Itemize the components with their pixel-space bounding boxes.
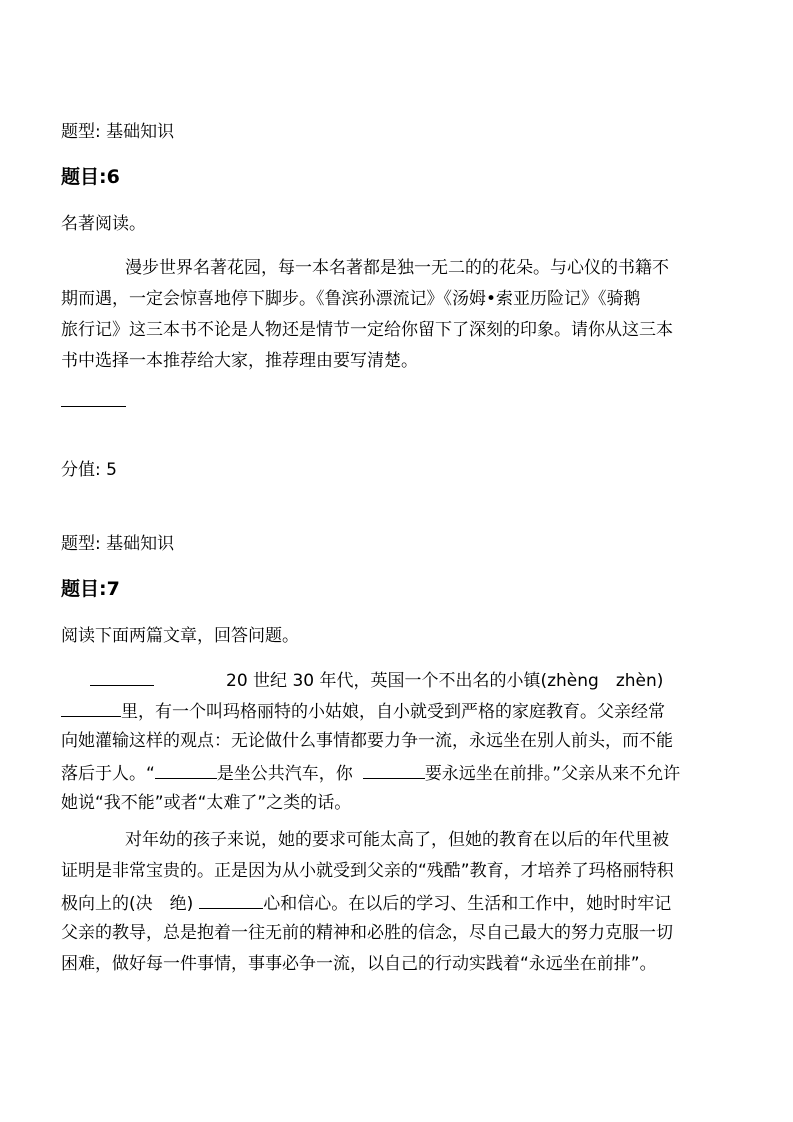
paragraph-line (61, 890, 671, 916)
paragraph-line: 她说“我不能”或者“太难了”之类的话。 (61, 793, 352, 813)
paragraph-text: 20 世纪 30 年代，英国一个不出名的小镇(zhèng zhèn) (226, 671, 664, 691)
fill-blank[interactable] (90, 667, 154, 686)
fill-blank[interactable] (61, 698, 121, 717)
paragraph-line: 向她灌输这样的观点：无论做什么事情都要力争一流，永远坐在别人前头，而不能 (61, 731, 673, 751)
paragraph-line: 证明是非常宝贵的。正是因为从小就受到父亲的“残酷”教育，才培养了玛格丽特积 (61, 861, 674, 881)
question-intro: 阅读下面两篇文章，回答问题。 (61, 626, 299, 646)
answer-line (61, 406, 126, 407)
paragraph-text: 极向上的(决 绝) (61, 894, 194, 914)
question-title: 题目:7 (61, 578, 120, 600)
paragraph-text: 落后于人。“ (61, 764, 155, 784)
question-type-label: 题型: 基础知识 (61, 534, 175, 554)
score-label: 分值: 5 (61, 460, 117, 480)
paragraph-line: 漫步世界名著花园，每一本名著都是独一无二的的花朵。与心仪的书籍不 (125, 258, 669, 278)
paragraph-text: 是坐公共汽车，你 (216, 764, 353, 784)
paragraph-text: 心和信心。在以后的学习、生活和工作中，她时时牢记 (263, 894, 672, 914)
fill-blank[interactable] (199, 890, 263, 909)
question-type-label: 题型: 基础知识 (61, 122, 175, 142)
paragraph-line (90, 667, 663, 693)
question-intro: 名著阅读。 (61, 214, 146, 234)
paragraph-text: 要永远坐在前排。”父亲从来不允许 (424, 764, 681, 784)
paragraph-line: 困难，做好每一件事情，事事必争一流，以自己的行动实践着“永远坐在前排”。 (61, 954, 657, 974)
paragraph-line (61, 760, 680, 786)
fill-blank[interactable] (155, 760, 217, 779)
paragraph-line: 旅行记》这三本书不论是人物还是情节一定给你留下了深刻的印象。请你从这三本 (61, 320, 673, 340)
paragraph-line: 对年幼的孩子来说，她的要求可能太高了，但她的教育在以后的年代里被 (125, 830, 669, 850)
paragraph-line: 父亲的教导，总是抱着一往无前的精神和必胜的信念，尽自己最大的努力克服一切 (61, 923, 673, 943)
paragraph-line (61, 698, 665, 724)
question-title: 题目:6 (61, 166, 120, 188)
paragraph-line: 期而遇，一定会惊喜地停下脚步。《鲁滨孙漂流记》《汤姆•索亚历险记》《骑鹅 (61, 289, 641, 309)
paragraph-text: 里，有一个叫玛格丽特的小姑娘，自小就受到严格的家庭教育。父亲经常 (121, 702, 665, 722)
paragraph-line: 书中选择一本推荐给大家，推荐理由要写清楚。 (61, 351, 418, 371)
fill-blank[interactable] (363, 760, 425, 779)
